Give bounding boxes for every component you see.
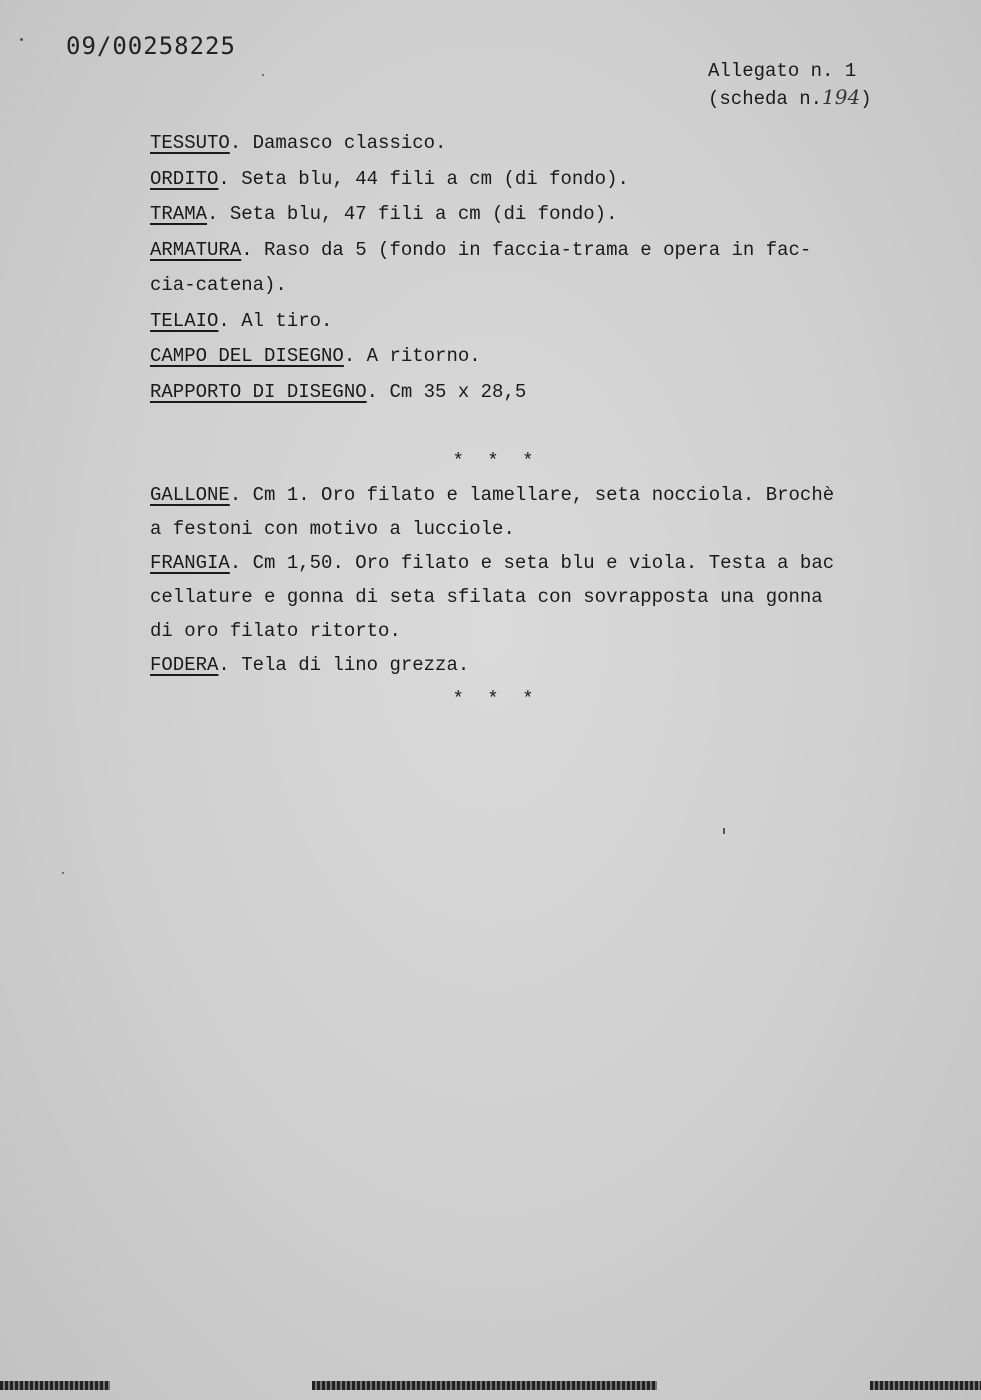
scan-edge-mark — [312, 1381, 657, 1390]
scan-speck — [62, 872, 64, 874]
entry-label: RAPPORTO DI DISEGNO — [150, 380, 367, 403]
entry-label: TRAMA — [150, 203, 208, 225]
scan-speck — [20, 38, 23, 41]
entry-trama — [150, 199, 890, 235]
entry-gallone-continued: a festoni con motivo a lucciole. — [150, 518, 515, 540]
entry-text: . Raso da 5 (fondo in faccia-trama e opera in fac- — [241, 238, 812, 261]
scan-edge-mark — [0, 1381, 110, 1390]
archive-number: 09/00258225 — [66, 32, 236, 60]
entry-text: . Seta blu, 44 fili a cm (di fondo). — [218, 167, 629, 190]
entry-text: . Al tiro. — [218, 309, 333, 332]
entry-ordito — [150, 164, 890, 200]
entry-frangia-continued-1: cellature e gonna di seta sfilata con sovrapposta una gonna — [150, 586, 823, 608]
entry-tessuto — [150, 128, 890, 164]
entry-label: TELAIO — [150, 309, 219, 332]
entry-armatura-continued: cia-catena). — [150, 274, 287, 296]
spacer — [150, 412, 890, 446]
entry-text: . Cm 35 x 28,5 — [366, 380, 527, 403]
entry-label: CAMPO DEL DISEGNO — [150, 345, 344, 367]
entry-frangia — [150, 548, 890, 582]
entry-campo-del-disegno — [150, 341, 890, 377]
entry-label: ARMATURA — [150, 238, 242, 261]
entry-text: . A ritorno. — [343, 345, 481, 367]
attachment-label — [708, 58, 872, 112]
card-number-handwritten: 194 — [822, 85, 861, 109]
entry-frangia-continued-2: di oro filato ritorto. — [150, 620, 401, 642]
entry-text: . Damasco classico. — [229, 132, 447, 154]
entry-text: . Cm 1. Oro filato e lamellare, seta nocciola. Brochè — [229, 484, 835, 506]
scan-speck — [262, 74, 264, 76]
card-number-prefix: (scheda n. — [708, 88, 823, 110]
entry-fodera — [150, 650, 890, 684]
section-separator: * * * — [452, 450, 540, 472]
entry-text: . Tela di lino grezza. — [218, 654, 470, 676]
scan-speck — [723, 828, 725, 834]
entry-text: . Cm 1,50. Oro filato e seta blu e viola. Testa a bac — [229, 552, 835, 574]
entry-telaio — [150, 306, 890, 342]
entry-label: ORDITO — [150, 167, 219, 190]
entry-gallone — [150, 480, 890, 514]
entry-label: GALLONE — [150, 484, 230, 506]
card-number-suffix: ) — [860, 88, 872, 110]
end-separator: * * * — [452, 688, 540, 710]
entry-armatura — [150, 235, 890, 271]
scan-edge-mark — [870, 1381, 981, 1390]
attachment-number: Allegato n. 1 — [708, 60, 857, 82]
entry-label: TESSUTO — [150, 132, 230, 154]
entry-label: FODERA — [150, 654, 219, 676]
entry-label: FRANGIA — [150, 552, 230, 574]
entry-rapporto-di-disegno — [150, 377, 890, 413]
entry-text: . Seta blu, 47 fili a cm (di fondo). — [207, 203, 618, 225]
fabric-description — [150, 128, 890, 718]
